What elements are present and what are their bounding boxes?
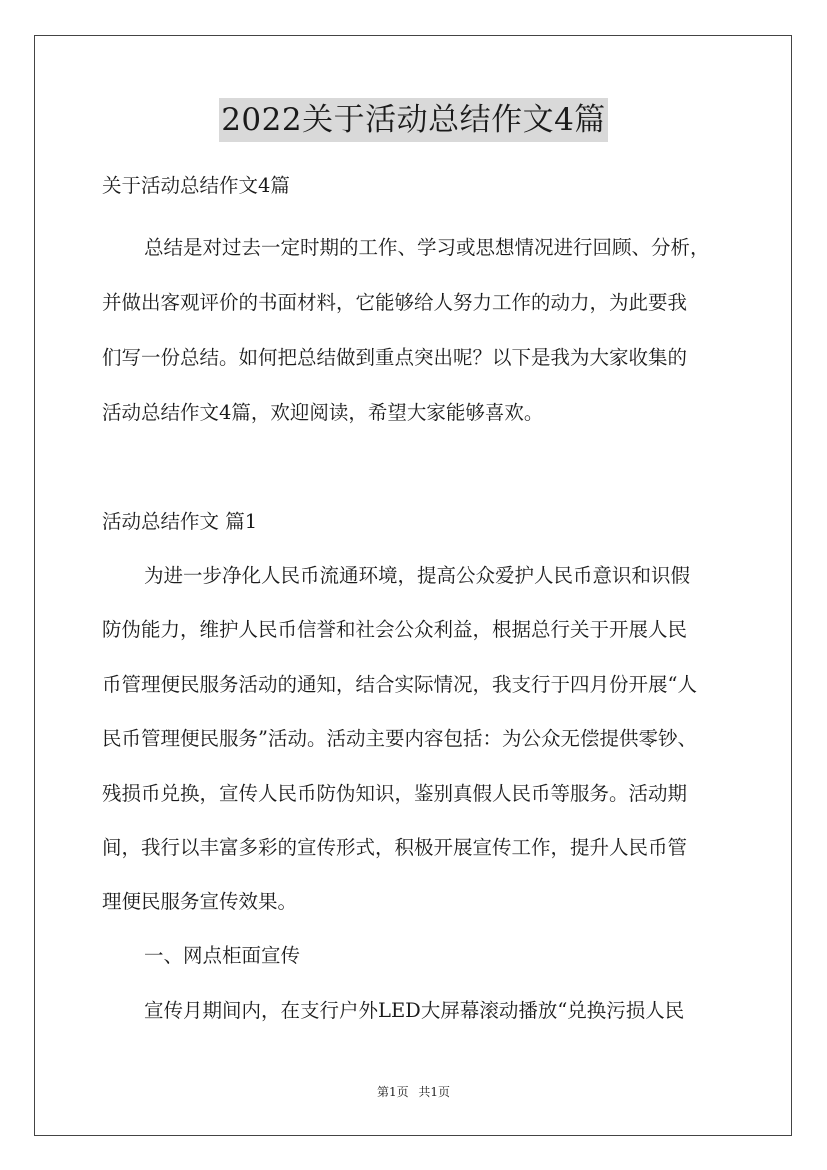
paragraph-line: 币管理便民服务活动的通知，结合实际情况，我支行于四月份开展“人	[102, 673, 697, 696]
section-heading: 关于活动总结作文4篇	[102, 174, 290, 197]
page-footer	[0, 1084, 827, 1100]
paragraph-line: 并做出客观评价的书面材料，它能够给人努力工作的动力，为此要我	[102, 291, 688, 314]
paragraph-line: 活动总结作文4篇，欢迎阅读，希望大家能够喜欢。	[102, 401, 544, 424]
page-total: 共1页	[418, 1085, 451, 1099]
paragraph-line: 为进一步净化人民币流通环境，提高公众爱护人民币意识和识假	[144, 564, 691, 587]
section-heading: 活动总结作文 篇1	[102, 510, 258, 533]
paragraph-line: 理便民服务宣传效果。	[102, 890, 298, 913]
paragraph-line: 宣传月期间内，在支行户外LED大屏幕滚动播放“兑换污损人民	[144, 999, 685, 1022]
paragraph-line: 间，我行以丰富多彩的宣传形式，积极开展宣传工作，提升人民币管	[102, 836, 688, 859]
paragraph-line: 总结是对过去一定时期的工作、学习或思想情况进行回顾、分析，	[144, 236, 710, 259]
subsection-heading: 一、网点柜面宣传	[144, 944, 301, 967]
document-title: 2022关于活动总结作文4篇	[219, 98, 608, 142]
paragraph-line: 防伪能力，维护人民币信誉和社会公众利益，根据总行关于开展人民	[102, 618, 688, 641]
paragraph-line: 残损币兑换，宣传人民币防伪知识，鉴别真假人民币等服务。活动期	[102, 782, 688, 805]
paragraph-line: 们写一份总结。如何把总结做到重点突出呢？以下是我为大家收集的	[102, 346, 688, 369]
title-container	[0, 98, 827, 142]
page-number: 第1页	[376, 1085, 409, 1099]
paragraph-line: 民币管理便民服务”活动。活动主要内容包括：为公众无偿提供零钞、	[102, 727, 697, 750]
